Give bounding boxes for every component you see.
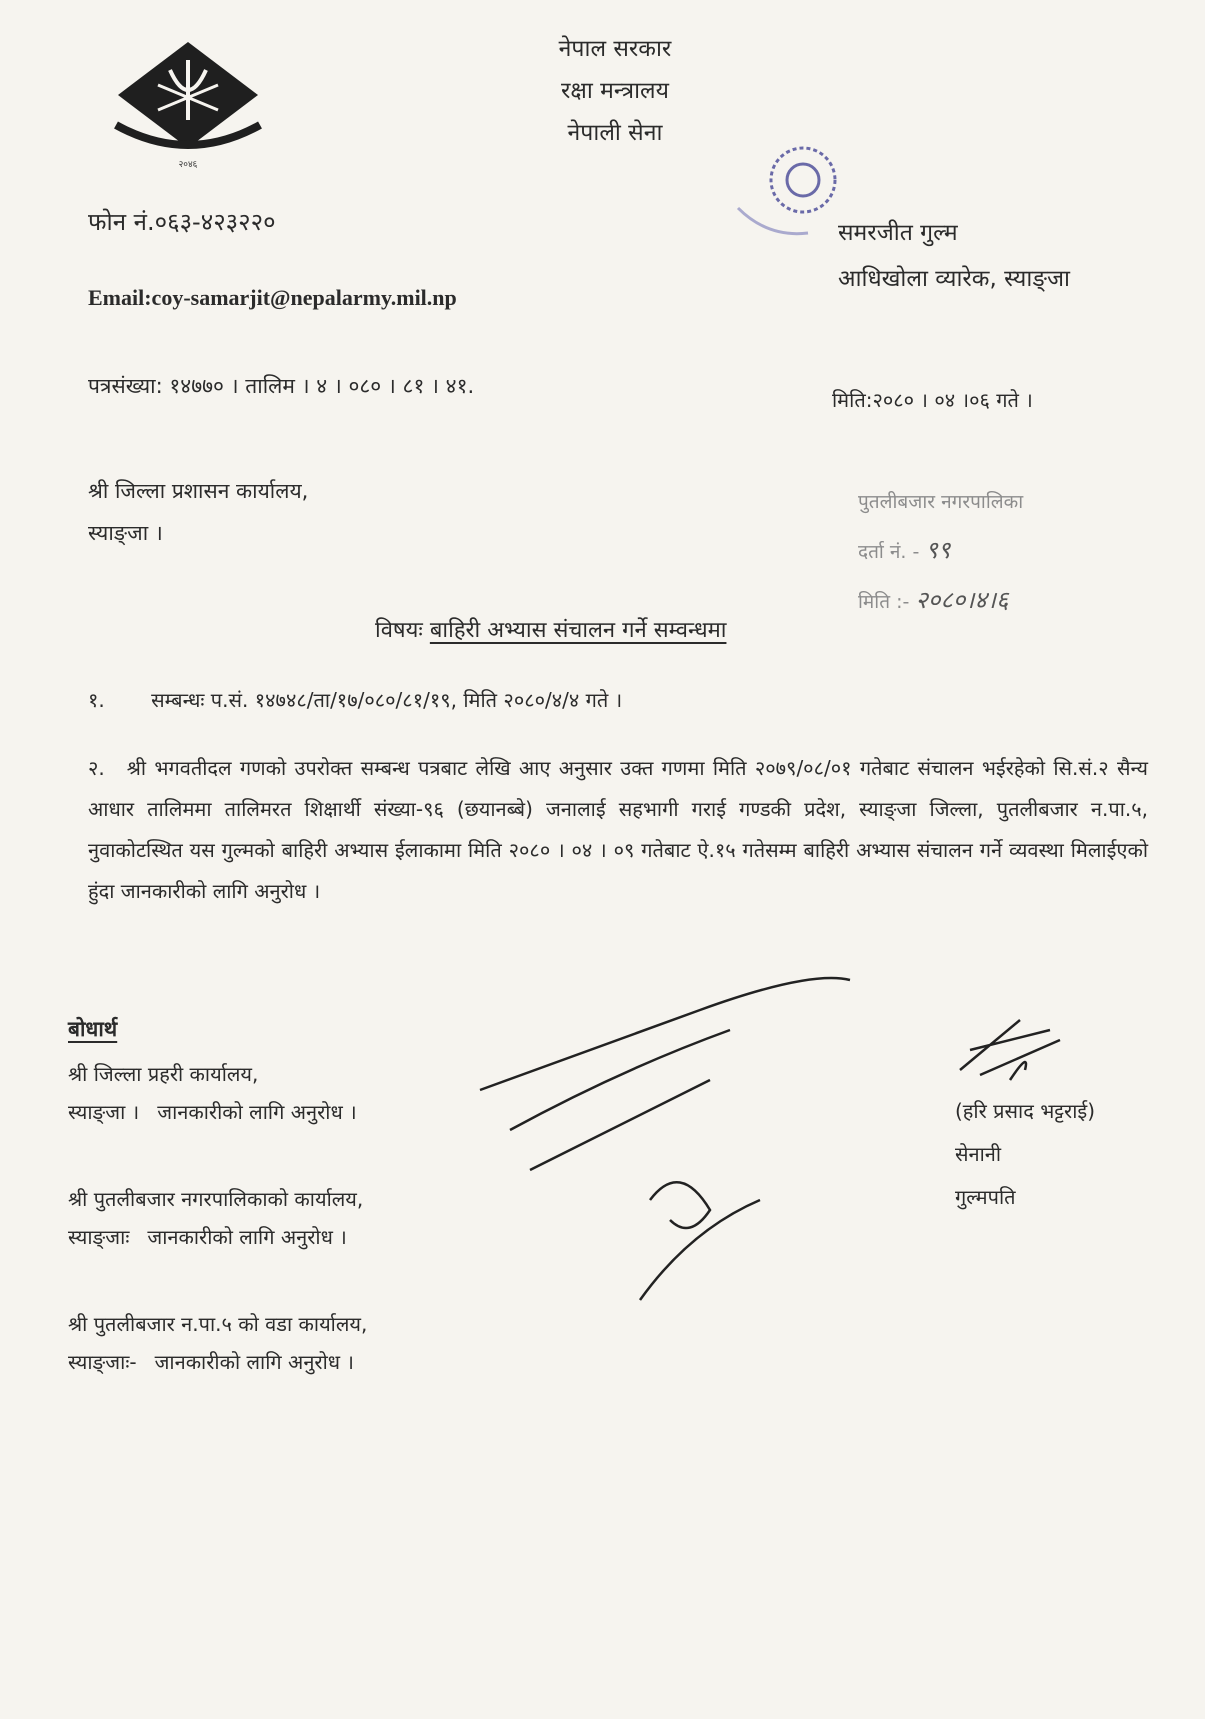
copy-2-line-2: स्याङ्जाः <box>68 1225 130 1249</box>
reference-number: पत्रसंख्या: १४७७० । तालिम । ४ । ०८० । ८१ । ४१. <box>88 374 475 398</box>
unit-name: समरजीत गुल्म <box>838 220 958 246</box>
registration-office: पुतलीबजार नगरपालिका <box>858 491 1024 513</box>
gov-line-2: रक्षा मन्त्रालय <box>561 78 669 104</box>
copies-heading: बोधार्थ <box>68 1017 118 1041</box>
signature-mark <box>950 1010 1070 1090</box>
paragraph-1-text: सम्बन्धः प.सं. १४७४८/ता/१७/०८०/८१/१९, मिति २०८०/४/४ गते । <box>151 688 623 712</box>
registration-darta <box>858 526 1023 576</box>
registration-date <box>858 576 1023 626</box>
copy-recipient-2 <box>68 1180 363 1256</box>
recipient-address <box>88 470 308 554</box>
signatory-block <box>955 1090 1095 1219</box>
copy-2-line-1: श्री पुतलीबजार नगरपालिकाको कार्यालय, <box>68 1187 364 1211</box>
copy-1-line-1: श्री जिल्ला प्रहरी कार्यालय, <box>68 1062 259 1086</box>
nepal-army-emblem <box>108 40 268 170</box>
darta-label: दर्ता नं. - <box>858 541 920 563</box>
gov-line-1: नेपाल सरकार <box>558 36 672 62</box>
paragraph-2-number: २. <box>88 756 105 780</box>
miti-label: मिति :- <box>858 591 910 613</box>
copy-1-note: जानकारीको लागि अनुरोध । <box>157 1100 357 1124</box>
paragraph-1-number: १. <box>88 688 105 712</box>
copy-2-note: जानकारीको लागि अनुरोध । <box>147 1225 347 1249</box>
recipient-line-2: स्याङ्जा । <box>88 521 163 545</box>
copy-1-line-2: स्याङ्जा । <box>68 1100 140 1124</box>
copy-recipient-1 <box>68 1055 357 1131</box>
signatory-rank: सेनानी <box>955 1142 1002 1166</box>
signatory-name: (हरि प्रसाद भट्टराई) <box>955 1099 1096 1123</box>
copy-3-note: जानकारीको लागि अनुरोध । <box>154 1350 355 1374</box>
unit-block <box>838 210 1070 302</box>
copy-3-line-2: स्याङ्जाः- <box>68 1350 137 1374</box>
subject-label: विषयः <box>375 618 423 643</box>
letter-date: मिति:२०८० । ०४ ।०६ गते । <box>832 388 1033 412</box>
paragraph-1 <box>88 686 1148 713</box>
registration-stamp <box>858 478 1023 626</box>
paragraph-2 <box>88 748 1148 912</box>
subject-text: बाहिरी अभ्यास संचालन गर्ने सम्वन्धमा <box>429 618 727 643</box>
phone-number: फोन नं.०६३-४२३२२० <box>88 208 276 236</box>
paragraph-2-text: श्री भगवतीदल गणको उपरोक्त सम्बन्ध पत्रबाट लेखि आए अनुसार उक्त गणमा मिति २०७९/०८/०१ गतेबाट संचालन भईरहेको सि.सं.२ सैन्य आधार तालिममा तालिमरत शिक्षार्थी संख्या-९६ (छयानब्बे) जनालाई सहभागी गराई गण्डकी प्रदेश, स्याङ्जा जिल्ला, पुतलीबजार न.पा.५, नुवाकोटस्थित यस गुल्मको बाहिरी अभ्यास ईलाकामा मिति २०८० । ०४ । ०९ गतेबाट ऐ.१५ गतेसम्म बाहिरी अभ्यास संचालन गर्ने व्यवस्था मिलाईएको हुंदा जानकारीको लागि अनुरोध । <box>88 756 1149 903</box>
unit-address: आधिखोला व्यारेक, स्याङ्जा <box>838 266 1071 292</box>
signatory-post: गुल्मपति <box>955 1185 1016 1209</box>
darta-number: ९९ <box>925 536 951 564</box>
miti-value: २०८०।४।६ <box>915 586 1009 614</box>
recipient-line-1: श्री जिल्ला प्रशासन कार्यालय, <box>88 479 309 503</box>
copy-recipient-3 <box>68 1305 367 1381</box>
government-heading <box>535 28 695 154</box>
subject-line <box>375 614 726 644</box>
handwritten-annotation <box>470 970 870 1310</box>
emblem-year: २०४६ <box>178 160 198 170</box>
copy-3-line-1: श्री पुतलीबजार न.पा.५ को वडा कार्यालय, <box>68 1312 368 1336</box>
email-address: Email:coy-samarjit@nepalarmy.mil.np <box>88 285 457 310</box>
gov-line-3: नेपाली सेना <box>567 120 663 146</box>
